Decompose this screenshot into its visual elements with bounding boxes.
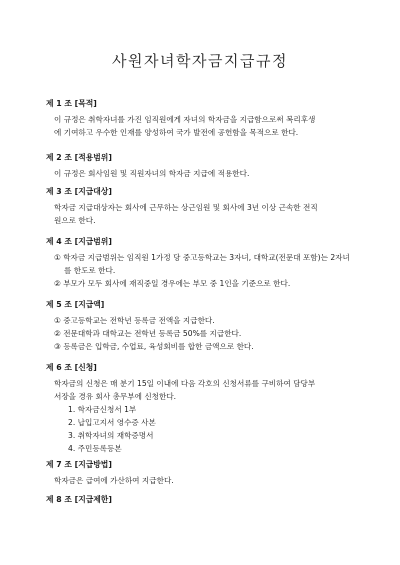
article-5-heading: 제 5 조 [지급액] <box>46 300 105 309</box>
article-6-doc-2: 2. 납입고지서 영수증 사본 <box>68 418 156 427</box>
article-3-line-2: 원으로 한다. <box>54 216 96 225</box>
article-5-item-3: ③ 등록금은 입학금, 수업료, 육성회비를 합한 금액으로 한다. <box>54 342 254 351</box>
article-6-line-2: 서장을 경유 회사 총무부에 신청한다. <box>54 392 177 401</box>
article-6-doc-1: 1. 학자금신청서 1부 <box>68 405 137 414</box>
article-8 <box>46 493 356 509</box>
article-8-heading: 제 8 조 [지급제한] <box>46 495 112 504</box>
article-4 <box>46 235 356 290</box>
article-5-item-1: ① 중고등학교는 전학년 등록금 전액을 지급한다. <box>54 316 215 325</box>
article-3 <box>46 185 356 227</box>
article-6-line-1: 학자금의 신청은 매 분기 15일 이내에 다음 각호의 신청서류를 구비하여 담당부 <box>54 379 316 388</box>
article-4-heading: 제 4 조 [지급범위] <box>46 237 112 246</box>
article-2-heading: 제 2 조 [적용범위] <box>46 153 112 162</box>
article-3-heading: 제 3 조 [지급대상] <box>46 187 112 196</box>
article-7-heading: 제 7 조 [지급방법] <box>46 460 112 469</box>
article-6-heading: 제 6 조 [신청] <box>46 363 97 372</box>
article-2 <box>46 151 356 180</box>
article-4-item-2: ② 부모가 모두 회사에 재직중일 경우에는 부모 중 1인을 기준으로 한다. <box>54 279 291 288</box>
document-title: 사원자녀학자금지급규정 <box>112 52 288 70</box>
article-1 <box>46 97 356 139</box>
article-5 <box>46 298 356 353</box>
article-3-line-1: 학자금 지급대상자는 회사에 근무하는 상근임원 및 회사에 3년 이상 근속한 전직 <box>54 203 318 212</box>
article-7-line-1: 학자금은 급여에 가산하여 지급한다. <box>54 476 174 485</box>
article-1-line-2: 에 기여하고 우수한 인재를 양성하여 국가 발전에 공헌함을 목적으로 한다. <box>54 128 299 137</box>
article-4-item-1: ① 학자금 지급범위는 임직원 1가정 당 중고등학교는 3자녀, 대학교(전문대 포함)는 2자녀를 한도로 한다. <box>54 253 350 275</box>
article-7 <box>46 458 356 487</box>
article-6-doc-3: 3. 취학자녀의 재학증명서 <box>68 431 154 440</box>
article-1-line-1: 이 규정은 취학자녀를 가진 임직원에게 자녀의 학자금을 지급함으로써 복리후생 <box>54 115 316 124</box>
article-6-doc-4: 4. 주민등록등본 <box>68 444 122 453</box>
article-2-line-1: 이 규정은 회사임원 및 직원자녀의 학자금 지급에 적용한다. <box>54 169 250 178</box>
article-6 <box>46 361 356 455</box>
article-1-heading: 제 1 조 [목적] <box>46 99 97 108</box>
article-5-item-2: ② 전문대학과 대학교는 전학년 등록금 50%를 지급한다. <box>54 329 242 338</box>
